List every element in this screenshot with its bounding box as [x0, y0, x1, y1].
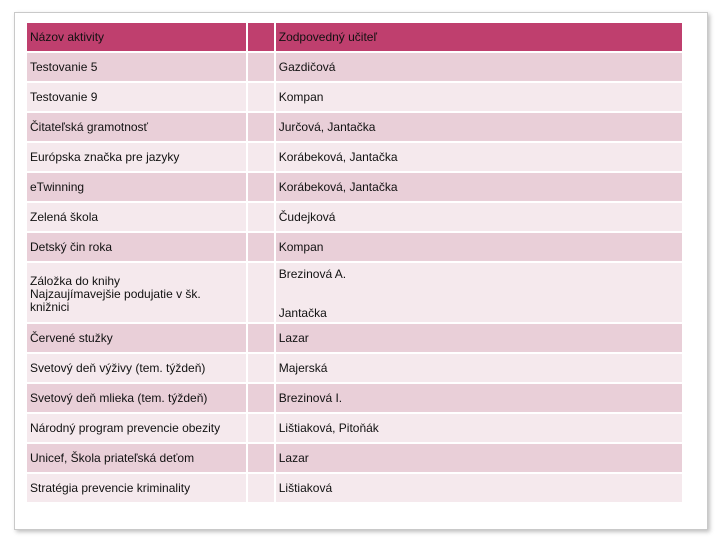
spacer-cell [248, 173, 276, 203]
activity-cell: Európska značka pre jazyky [27, 143, 248, 173]
table-row [27, 143, 682, 173]
activity-cell: Unicef, Škola priateľská deťom [27, 444, 248, 474]
spacer-cell [248, 53, 276, 83]
spacer-cell [248, 263, 276, 324]
teacher-cell: Jurčová, Jantačka [276, 113, 682, 143]
activity-cell: Svetový deň mlieka (tem. týždeň) [27, 384, 248, 414]
teacher-cell: Lazar [276, 324, 682, 354]
teacher-cell: Lištiaková [276, 474, 682, 504]
table-row [27, 414, 682, 444]
activity-line: Záložka do knihy [30, 273, 121, 288]
teacher-cell: Kompan [276, 233, 682, 263]
teacher-cell: Majerská [276, 354, 682, 384]
activities-table [27, 23, 682, 504]
spacer-cell [248, 354, 276, 384]
spacer-cell [248, 444, 276, 474]
table-row [27, 203, 682, 233]
activity-line: Najzaujímavejšie podujatie v šk. [30, 286, 201, 301]
table-header-row [27, 23, 682, 53]
activity-cell: Svetový deň výživy (tem. týždeň) [27, 354, 248, 384]
activity-cell: Zelená škola [27, 203, 248, 233]
spacer-cell [248, 474, 276, 504]
spacer-cell [248, 324, 276, 354]
table-row [27, 53, 682, 83]
table-row [27, 233, 682, 263]
activity-cell: Detský čin roka [27, 233, 248, 263]
activity-cell: Červené stužky [27, 324, 248, 354]
spacer-cell [248, 83, 276, 113]
teacher-cell: Korábeková, Jantačka [276, 143, 682, 173]
header-teacher: Zodpovedný učiteľ [276, 23, 682, 53]
spacer-cell [248, 414, 276, 444]
teacher-cell: Gazdičová [276, 53, 682, 83]
teacher-cell: Brezinová I. [276, 384, 682, 414]
activity-cell: eTwinning [27, 173, 248, 203]
table-row [27, 474, 682, 504]
activity-cell: Národný program prevencie obezity [27, 414, 248, 444]
header-activity: Názov aktivity [27, 23, 248, 53]
table-row [27, 444, 682, 474]
teacher-line: Jantačka [278, 306, 327, 320]
table-row [27, 83, 682, 113]
table-row [27, 324, 682, 354]
table-row [27, 354, 682, 384]
teacher-line: Brezinová A. [278, 267, 347, 281]
teacher-cell: Kompan [276, 83, 682, 113]
activity-cell: Čitateľská gramotnosť [27, 113, 248, 143]
spacer-cell [248, 233, 276, 263]
activity-cell: Stratégia prevencie kriminality [27, 474, 248, 504]
header-spacer [248, 23, 276, 53]
activity-cell [27, 263, 248, 324]
activity-line: knižnici [30, 299, 70, 314]
teacher-cell [276, 263, 682, 324]
table-row [27, 173, 682, 203]
teacher-cell: Korábeková, Jantačka [276, 173, 682, 203]
spacer-cell [248, 384, 276, 414]
teacher-cell: Čudejková [276, 203, 682, 233]
spacer-cell [248, 203, 276, 233]
table-row [27, 384, 682, 414]
activity-cell: Testovanie 5 [27, 53, 248, 83]
teacher-cell: Lazar [276, 444, 682, 474]
table-row [27, 113, 682, 143]
spacer-cell [248, 143, 276, 173]
teacher-cell: Lištiaková, Pitoňák [276, 414, 682, 444]
spacer-cell [248, 113, 276, 143]
table-row [27, 263, 682, 324]
activity-cell: Testovanie 9 [27, 83, 248, 113]
